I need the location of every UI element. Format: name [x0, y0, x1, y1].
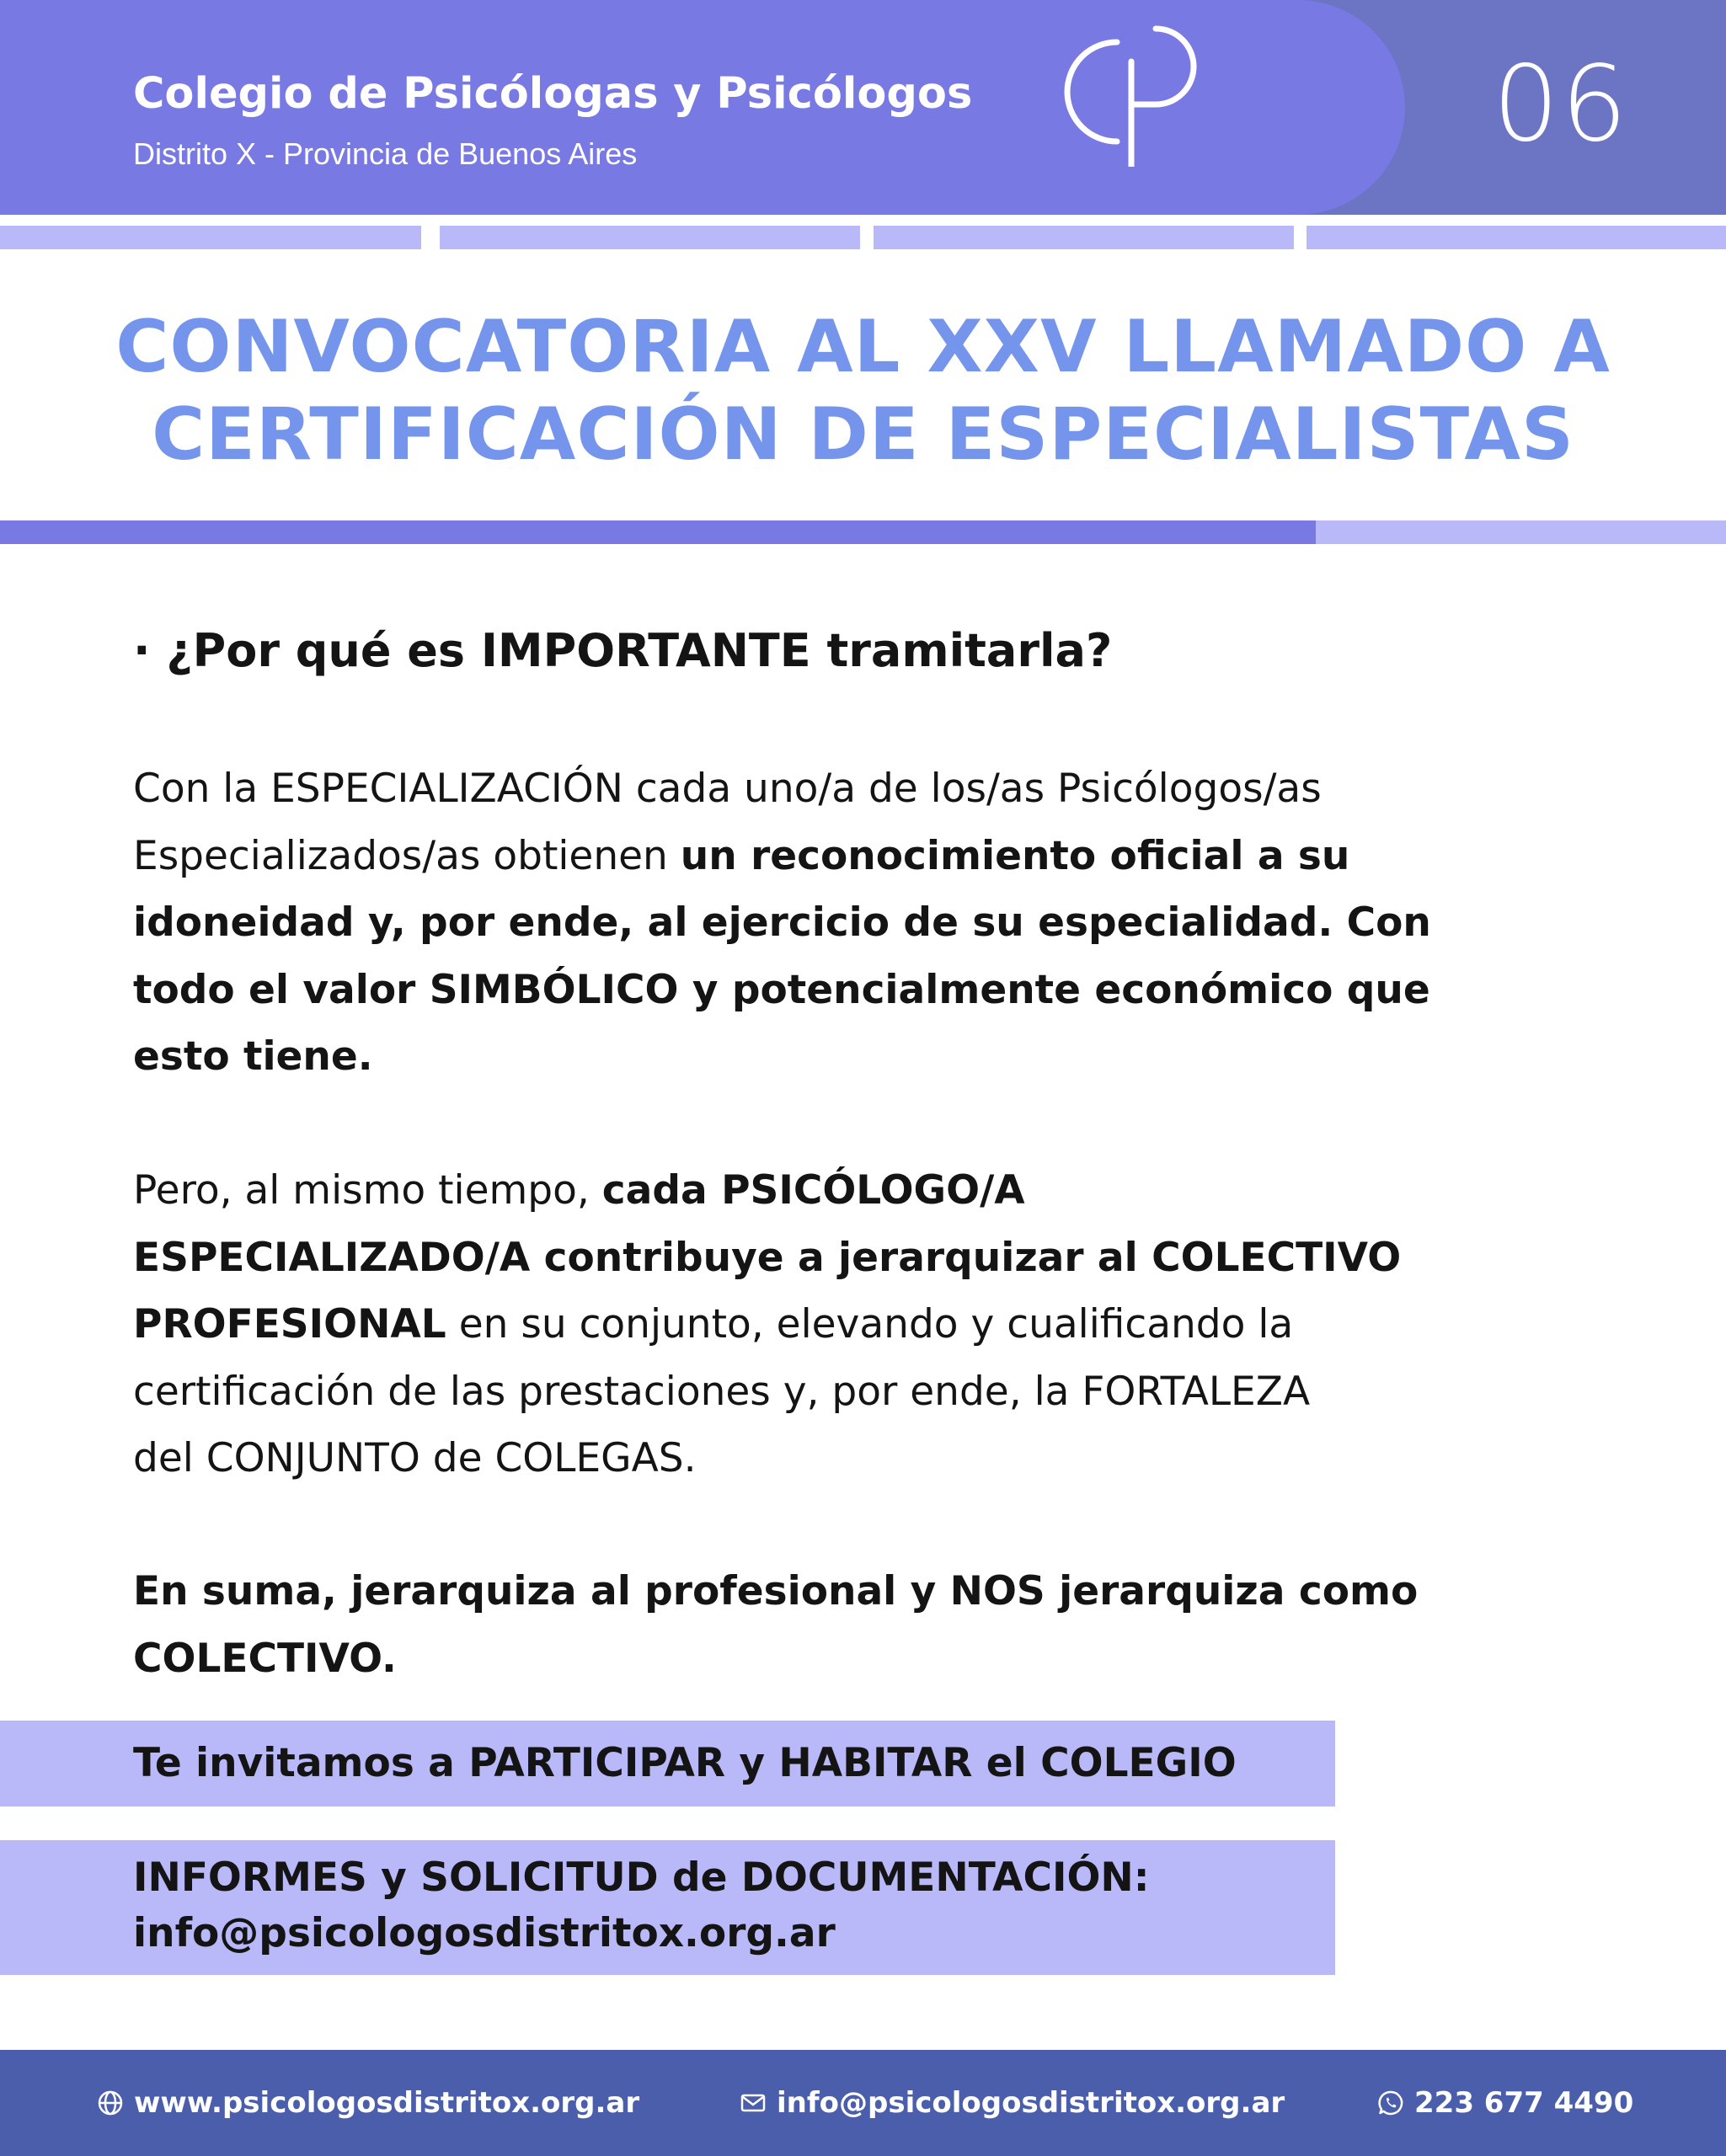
footer-email[interactable]	[740, 2082, 1285, 2124]
p1-line-5: esto tiene.	[133, 1033, 373, 1080]
p1-line-2-bold: un reconocimiento oficial a su	[680, 832, 1350, 879]
p1-line-1: Con la ESPECIALIZACIÓN cada uno/a de los/as Psicólogos/as	[133, 766, 1322, 812]
info-email[interactable]: info@psicologosdistritox.org.ar	[133, 1910, 836, 1956]
p2-line-3-normal: en su conjunto, elevando y cualificando la	[446, 1301, 1294, 1348]
divider-segment	[874, 226, 1294, 249]
org-name: Colegio de Psicólogas y Psicólogos	[133, 69, 973, 119]
invite-banner	[0, 1721, 1335, 1806]
page-header	[0, 0, 1726, 215]
info-banner	[0, 1840, 1335, 1975]
mail-icon	[740, 2089, 767, 2116]
divider-segment	[440, 226, 860, 249]
org-subtitle: Distrito X - Provincia de Buenos Aires	[133, 136, 638, 171]
page-title	[0, 303, 1726, 478]
header-divider	[0, 226, 1726, 249]
whatsapp-icon	[1377, 2089, 1404, 2116]
divider-segment	[1307, 226, 1726, 249]
globe-icon	[97, 2089, 124, 2116]
p2-line-1-bold: cada PSICÓLOGO/A	[601, 1167, 1025, 1214]
psi-logo-icon	[1055, 24, 1208, 167]
page-number: 06	[1493, 44, 1629, 165]
footer-phone[interactable]	[1377, 2082, 1633, 2124]
info-text	[133, 1850, 1150, 1961]
p2-line-2: ESPECIALIZADO/A contribuye a jerarquizar al COLECTIVO	[133, 1234, 1402, 1281]
p1-line-4: todo el valor SIMBÓLICO y potencialmente económico que	[133, 966, 1430, 1013]
footer-website-text: www.psicologosdistritox.org.ar	[134, 2086, 640, 2120]
divider-segment	[0, 226, 421, 249]
p2-line-5: del CONJUNTO de COLEGAS.	[133, 1435, 697, 1481]
footer-phone-text: 223 677 4490	[1414, 2086, 1634, 2120]
p2-line-1	[133, 1157, 1616, 1225]
page-footer	[0, 2050, 1726, 2156]
invite-text: Te invitamos a PARTICIPAR y HABITAR el COLEGIO	[133, 1740, 1237, 1786]
footer-email-text: info@psicologosdistritox.org.ar	[777, 2086, 1285, 2120]
title-rule-dark	[0, 520, 1316, 544]
p1-line-3: idoneidad y, por ende, al ejercicio de su especialidad. Con	[133, 899, 1431, 946]
p2-line-3-bold: PROFESIONAL	[133, 1301, 446, 1348]
footer-website[interactable]	[97, 2082, 639, 2124]
paragraph-1	[133, 755, 1616, 1091]
section-question: · ¿Por qué es IMPORTANTE tramitarla?	[133, 624, 1113, 677]
p2-line-1-normal: Pero, al mismo tiempo,	[133, 1167, 602, 1214]
p1-line-2-normal: Especializados/as obtienen	[133, 832, 681, 879]
title-line-1: CONVOCATORIA AL XXV LLAMADO A	[115, 305, 1611, 389]
p3-line-1: En suma, jerarquiza al profesional y NOS jerarquiza como	[133, 1568, 1419, 1614]
info-label: INFORMES y SOLICITUD de DOCUMENTACIÓN:	[133, 1854, 1150, 1901]
paragraph-2	[133, 1157, 1616, 1492]
p2-line-3	[133, 1291, 1616, 1358]
p1-line-2	[133, 823, 1616, 890]
p3-line-2: COLECTIVO.	[133, 1635, 397, 1682]
title-rule-light	[1316, 520, 1726, 544]
paragraph-3	[133, 1558, 1616, 1692]
title-line-2: CERTIFICACIÓN DE ESPECIALISTAS	[152, 392, 1574, 477]
p2-line-4: certificación de las prestaciones y, por ende, la FORTALEZA	[133, 1368, 1311, 1415]
